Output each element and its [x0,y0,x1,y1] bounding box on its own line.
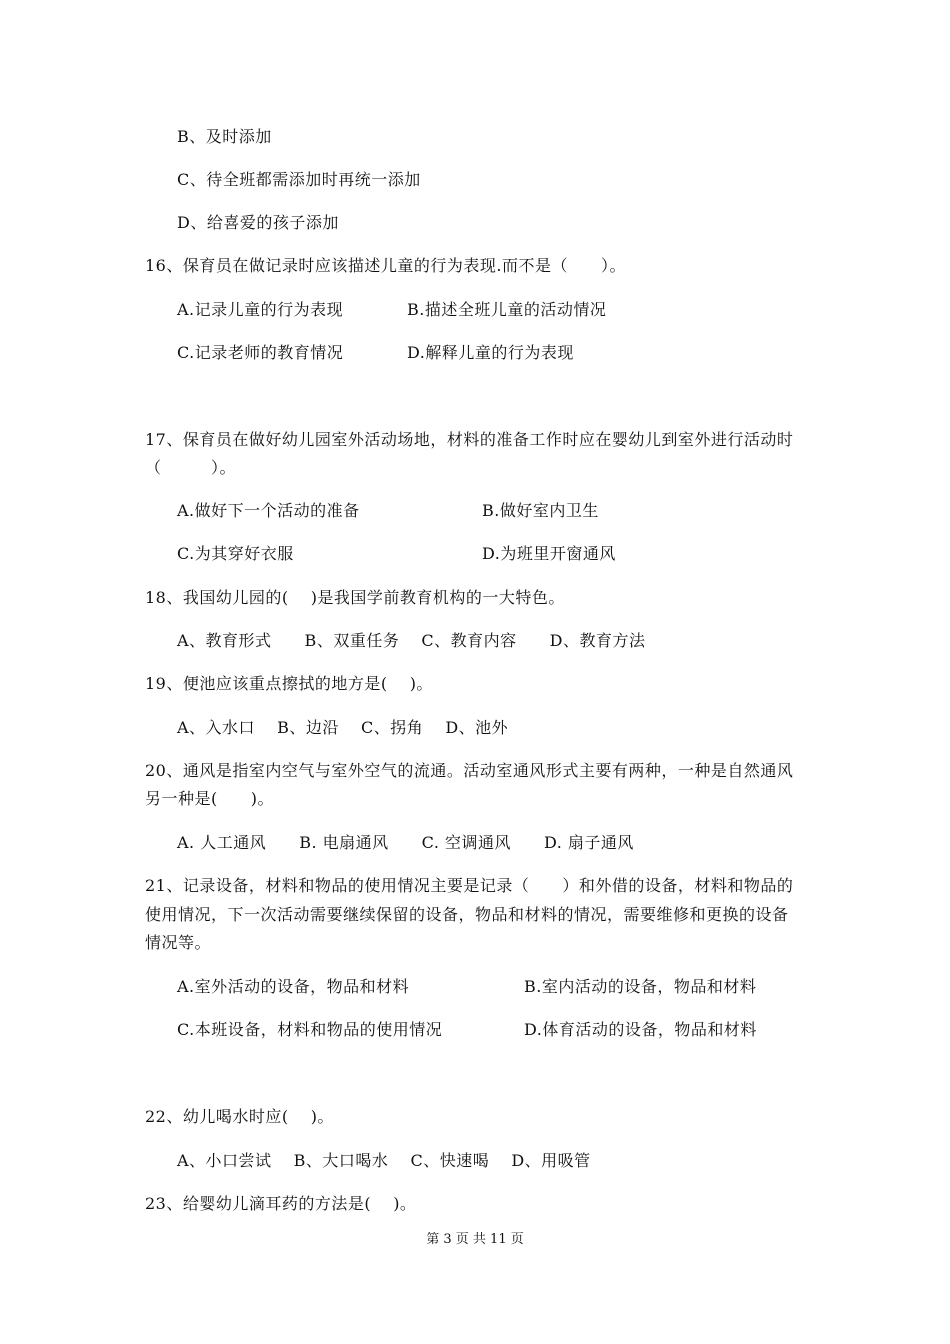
q21-option-a: A.室外活动的设备，物品和材料 [177,977,410,996]
q17-option-b: B.做好室内卫生 [482,501,599,520]
q21-stem-line-1: 21、记录设备，材料和物品的使用情况主要是记录（ ）和外借的设备，材料和物品的 [145,876,794,895]
q17-option-c: C.为其穿好衣服 [177,544,294,563]
q22-stem: 22、幼儿喝水时应( )。 [145,1107,334,1126]
q23-stem: 23、给婴幼儿滴耳药的方法是( )。 [145,1194,417,1213]
q17-option-a: A.做好下一个活动的准备 [177,501,360,520]
q17-stem-line-2: （ ）。 [145,458,237,477]
q16-option-a: A.记录儿童的行为表现 [177,300,344,319]
q19-stem: 19、便池应该重点擦拭的地方是( )。 [145,674,433,693]
q16-option-c: C.记录老师的教育情况 [177,343,344,362]
q15-option-c: C、待全班都需添加时再统一添加 [177,170,421,189]
q21-stem-line-3: 情况等。 [145,933,212,952]
q20-options: A. 人工通风 B. 电扇通风 C. 空调通风 D. 扇子通风 [177,833,634,852]
q18-stem: 18、我国幼儿园的( )是我国学前教育机构的一大特色。 [145,588,565,607]
q15-option-d: D、给喜爱的孩子添加 [177,213,339,232]
q17-option-d: D.为班里开窗通风 [482,544,616,563]
q22-options: A、小口尝试 B、大口喝水 C、快速喝 D、用吸管 [177,1151,591,1170]
q21-option-d: D.体育活动的设备，物品和材料 [524,1020,757,1039]
q20-stem-line-1: 20、通风是指室内空气与室外空气的流通。活动室通风形式主要有两种，一种是自然通风 [145,761,794,780]
q20-stem-line-2: 另一种是( )。 [145,789,274,808]
q16-option-b: B.描述全班儿童的活动情况 [407,300,607,319]
q18-options: A、教育形式 B、双重任务 C、教育内容 D、教育方法 [177,631,646,650]
page-footer: 第 3 页 共 11 页 [426,1232,524,1247]
q19-options: A、入水口 B、边沿 C、拐角 D、池外 [177,718,509,737]
q21-stem-line-2: 使用情况，下一次活动需要继续保留的设备，物品和材料的情况，需要维修和更换的设备 [145,905,789,924]
q21-option-b: B.室内活动的设备，物品和材料 [524,977,757,996]
q16-stem: 16、保育员在做记录时应该描述儿童的行为表现.而不是（ ）。 [145,256,626,275]
q15-option-b: B、及时添加 [177,127,272,146]
q17-stem-line-1: 17、保育员在做好幼儿园室外活动场地，材料的准备工作时应在婴幼儿到室外进行活动时 [145,430,794,449]
q16-option-d: D.解释儿童的行为表现 [407,343,574,362]
q21-option-c: C.本班设备，材料和物品的使用情况 [177,1020,443,1039]
